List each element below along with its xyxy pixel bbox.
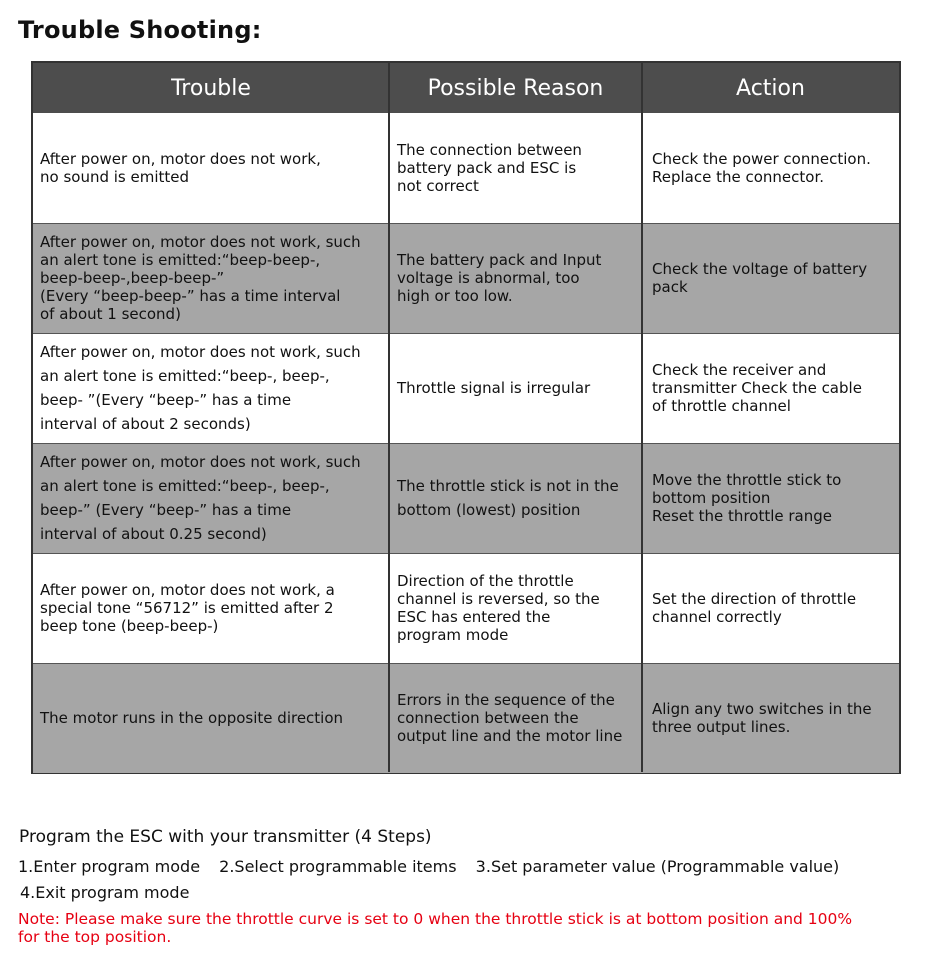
table-row bbox=[33, 663, 899, 773]
reason-cell: Throttle signal is irregular bbox=[397, 379, 591, 397]
reason-cell: The connection between battery pack and ESC is not correct bbox=[397, 141, 582, 195]
action-cell: Check the power connection. Replace the connector. bbox=[652, 150, 871, 186]
program-section-title: Program the ESC with your transmitter (4 Steps) bbox=[19, 827, 432, 847]
table-row bbox=[33, 333, 899, 443]
row-divider bbox=[33, 663, 899, 664]
step-1: 1.Enter program mode bbox=[18, 857, 201, 876]
column-divider bbox=[641, 63, 643, 772]
trouble-cell: The motor runs in the opposite direction bbox=[40, 709, 344, 727]
reason-cell: Errors in the sequence of the connection between the output line and the motor line bbox=[397, 691, 623, 745]
page-title: Trouble Shooting: bbox=[18, 16, 262, 44]
reason-cell: The throttle stick is not in the bottom (lowest) position bbox=[397, 477, 619, 519]
row-divider bbox=[33, 223, 899, 224]
header-trouble: Trouble bbox=[171, 75, 251, 101]
step-3: 3.Set parameter value (Programmable value) bbox=[475, 857, 840, 876]
action-cell: Align any two switches in the three output lines. bbox=[652, 700, 872, 736]
action-cell: Move the throttle stick to bottom position Reset the throttle range bbox=[652, 471, 842, 525]
trouble-cell: After power on, motor does not work, no sound is emitted bbox=[40, 150, 321, 186]
action-cell: Set the direction of throttle channel correctly bbox=[652, 590, 857, 626]
trouble-cell: After power on, motor does not work, a special tone “56712” is emitted after 2 beep tone (beep-beep-) bbox=[40, 581, 335, 635]
row-divider bbox=[33, 443, 899, 444]
header-action: Action bbox=[736, 75, 805, 101]
trouble-cell: After power on, motor does not work, such an alert tone is emitted:“beep-, beep-, beep- ”(Every “beep-” has a time interval of about 2 seconds) bbox=[40, 343, 361, 433]
trouble-cell: After power on, motor does not work, such an alert tone is emitted:“beep-beep-, beep-beep-,beep-beep-” (Every “beep-beep-” has a time interval of about 1 second) bbox=[40, 233, 361, 323]
row-divider bbox=[33, 333, 899, 334]
program-steps bbox=[18, 857, 853, 876]
trouble-cell: After power on, motor does not work, such an alert tone is emitted:“beep-, beep-, beep-” (Every “beep-” has a time interval of about 0.25 second) bbox=[40, 453, 361, 543]
table-row bbox=[33, 223, 899, 333]
trouble-shooting-table bbox=[31, 61, 901, 774]
table-row bbox=[33, 443, 899, 553]
reason-cell: The battery pack and Input voltage is abnormal, too high or too low. bbox=[397, 251, 602, 305]
table-row bbox=[33, 553, 899, 663]
throttle-note: Note: Please make sure the throttle curve is set to 0 when the throttle stick is at bottom position and 100% for the top position. bbox=[18, 910, 853, 946]
action-cell: Check the receiver and transmitter Check the cable of throttle channel bbox=[652, 361, 862, 415]
action-cell: Check the voltage of battery pack bbox=[652, 260, 868, 296]
header-possible-reason: Possible Reason bbox=[427, 75, 604, 101]
reason-cell: Direction of the throttle channel is reversed, so the ESC has entered the program mode bbox=[397, 572, 600, 644]
column-divider bbox=[388, 63, 390, 772]
step-2: 2.Select programmable items bbox=[219, 857, 457, 876]
table-header bbox=[33, 63, 899, 113]
table-row bbox=[33, 113, 899, 223]
step-4: 4.Exit program mode bbox=[20, 883, 190, 902]
row-divider bbox=[33, 553, 899, 554]
